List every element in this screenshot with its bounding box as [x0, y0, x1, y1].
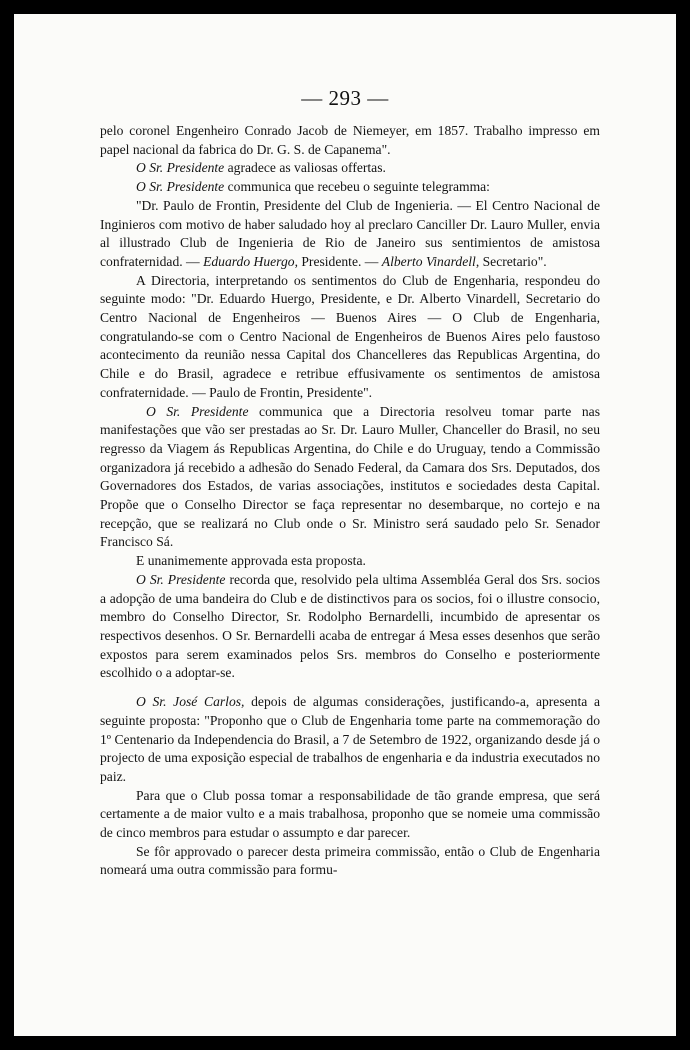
jose-carlos-text: depois de algumas considerações, justificando-a, apresenta a seguinte proposta: "Proponho que o Club de Engenharia tome parte na commemoração do 1º Centenario da Independencia do Brasil, a 7 de Setembro de 1922, organizando desde já o projecto de uma exposição especial de trabalhos de engenharia e da industria executados no paiz.: [100, 694, 600, 784]
paragraph-1: [100, 122, 600, 159]
approval-text: E unanimemente approvada esta proposta.: [136, 553, 366, 569]
speaker-name: O Sr. Presidente: [136, 571, 226, 587]
speaker-name: O Sr. Presidente: [146, 403, 249, 419]
paragraph-bandeira: [100, 571, 600, 683]
signature-eduardo-huergo: Eduardo Huergo: [203, 253, 295, 269]
telegram-text-end: , Secretario".: [475, 253, 547, 269]
paragraph-commissao: [100, 843, 600, 880]
paragraph-2: [100, 159, 600, 178]
paragraph-jose-carlos: [100, 693, 600, 787]
speaker-name: O Sr. Presidente: [136, 160, 225, 176]
bandeira-text: recorda que, resolvido pela ultima Assembléa Geral dos Srs. socios a adopção de uma bandeira do Club e de distinctivos para os socios, foi o illustre consocio, membro do Conselho Director, Sr. Rodolpho Bernardelli, incumbido de apresentar os respectivos desenhos. O Sr. Bernardelli acaba de entregar á Mesa esses desenhos que serão expostos para serem examinados pelos Srs. membros do Conselho e posteriormente escolhido o a adoptar-se.: [100, 571, 600, 681]
manifestacoes-text: communica que a Directoria resolveu tomar parte nas manifestações que vão ser prestadas ao Sr. Dr. Lauro Muller, Chanceller do Brasil, no seu regresso da Viagem ás Republicas Argentina, do Chile e do Uruguay, tendo a Commissão organizadora já recebido a adhesão do Senado Federal, da Camara dos Srs. Deputados, dos Governadores dos Estados, de varias associações, institutos e sociedades desta Capital. Propõe que o Conselho Director se faça representar no desembarque, no cortejo e na recepção, que se realizará no Club onde o Sr. Ministro será saudado pelo Sr. Senador Francisco Sá.: [100, 403, 600, 550]
empresa-text: Para que o Club possa tomar a responsabilidade de tão grande empresa, que será certamente a de maior vulto e a mais trabalhosa, proponho que se nomeie uma commissão de cinco membros para estudar o assumpto e dar parecer.: [100, 787, 600, 841]
telegram-text-mid: , Presidente. —: [294, 253, 379, 269]
paragraph-empresa: [100, 787, 600, 843]
document-page: [14, 14, 676, 1036]
paragraph-approval: [100, 552, 600, 571]
paragraph-1-text: pelo coronel Engenheiro Conrado Jacob de Niemeyer, em 1857. Trabalho impresso em papel nacional da fabrica do Dr. G. S. de Capanema".: [100, 123, 600, 157]
paragraph-2-text: agradece as valiosas offertas.: [227, 160, 386, 176]
paragraph-manifestacoes: [100, 403, 600, 553]
speaker-name: O Sr. Presidente: [136, 179, 225, 195]
telegram-text: "Dr. Paulo de Frontin, Presidente del Club de Ingenieria. — El Centro Nacional de Inginieros com motivo de haber saludado hoy al preclaro Canciller Dr. Lauro Muller, envia al illustrado Club de Ingenieria de Rio de Janeiro sus sentimientos de amistosa confraternidad. —: [100, 197, 600, 269]
page-body: [100, 122, 600, 880]
commissao-text: Se fôr approvado o parecer desta primeira commissão, então o Club de Engenharia nomeará uma outra commissão para formu-: [100, 843, 600, 878]
page-number: — 293 —: [301, 86, 389, 110]
signature-alberto-vinardell: Alberto Vinardell: [381, 253, 476, 269]
speaker-name-jose-carlos: O Sr. José Carlos,: [136, 694, 245, 710]
paragraph-3-text: communica que recebeu o seguinte telegramma:: [227, 179, 490, 195]
directoria-reply-paragraph: [100, 272, 600, 403]
directoria-reply-text: A Directoria, interpretando os sentimentos do Club de Engenharia, respondeu do seguinte modo: "Dr. Eduardo Huergo, Presidente, e Dr. Alberto Vinardell, Secretario do Centro Nacional de Engenheiros — Buenos Aires — O Club de Engenharia, congratulando-se com o Centro Nacional de Engenheiros de Buenos Aires pelo faustoso acontecimento da reunião nessa Capital dos Chancelleres das Republicas Argentina, do Chile e do Brasil, agradece e retribue effusivamente os sentimentos de amistosa confraternidade. — Paulo de Frontin, Presidente".: [100, 272, 600, 400]
telegram-paragraph: [100, 197, 600, 272]
paragraph-3: [100, 178, 600, 197]
